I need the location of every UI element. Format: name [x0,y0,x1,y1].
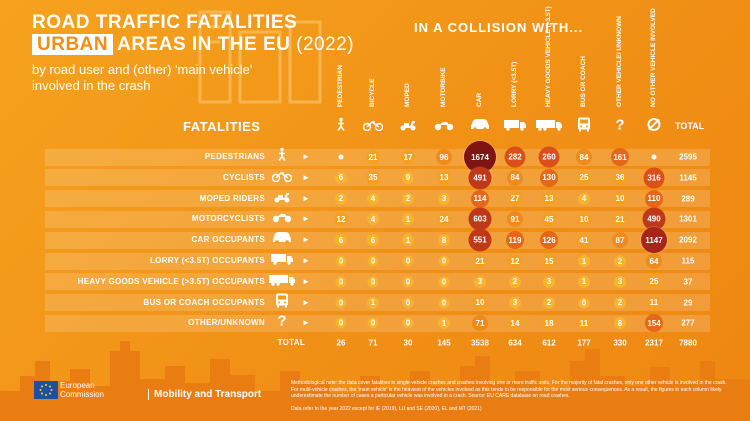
matrix-cell: 1 [367,297,379,309]
grand-total: 7880 [679,338,697,348]
hgv-icon [535,118,563,136]
matrix-cell: 0 [403,276,414,287]
matrix-cell: 2 [402,193,414,205]
row-total: 1301 [679,214,697,224]
matrix-cell: 24 [437,212,451,226]
methodological-note: Methodological note: the data cover fatalities in single-vehicle crashes and crashes involving one or more traffic units. For the majority of fatal crashes, only one other vehicle is involved in the crash. For multi-vehicle crashes, the 'main vehicle' is the heaviest of the vehicles involved as this tends to be responsible for the most serious consequences. As a result, the figures in each column likely underestimate the number of cases a particular vehicle was involved in a crash. Source: EU CARE database on road crashes. [291,380,727,399]
matrix-cell: 12 [334,212,348,226]
matrix-cell: 64 [646,253,662,269]
row-label: MOPED RIDERS [199,193,265,203]
row-total: 1145 [679,173,697,183]
fatalities-heading: FATALITIES [183,119,261,134]
matrix-cell: 96 [436,149,452,165]
matrix-cell: 25 [577,171,591,185]
column-total: 2317 [645,338,663,348]
matrix-cell: 35 [366,171,380,185]
title-urban: URBAN [32,34,113,55]
matrix-cell: 17 [401,150,415,164]
matrix-cell: 2 [335,193,347,205]
column-header-4: CAR [476,92,483,107]
matrix-cell: 21 [613,212,627,226]
matrix-cell: 490 [643,208,666,231]
matrix-cell: 6 [335,172,347,184]
matrix-cell: 41 [577,233,591,247]
bus-icon [274,292,290,313]
matrix-cell: 0 [439,297,450,308]
bus-icon [576,117,592,138]
motorbike-icon [272,210,292,228]
row-arrow-icon: ► [302,256,310,265]
matrix-cell: 1674 [464,141,496,173]
column-total: 26 [336,338,346,348]
matrix-cell: 12 [508,254,522,268]
matrix-cell: 0 [579,297,590,308]
matrix-cell: 282 [505,147,526,168]
row-arrow-icon: ► [302,172,310,182]
title-line1: ROAD TRAFFIC FATALITIES [32,12,298,33]
matrix-cell: 84 [576,149,592,165]
matrix-cell: 1 [402,213,414,225]
matrix-cell: 1 [402,234,414,246]
matrix-cell: 161 [611,148,629,166]
european-commission-logo [60,381,104,399]
row-total: 277 [681,318,695,328]
matrix-cell: 3 [509,297,521,309]
question-icon [276,313,288,334]
motorbike-icon [434,118,454,136]
matrix-cell: 0 [439,256,450,267]
data-years-note: Data refer to the year 2022 except for IE (2019), LU and SE (2020), EL and MT (2021) [291,406,482,412]
pedestrian-icon [335,118,347,137]
matrix-cell: 0 [368,318,379,329]
svg-text:?: ? [615,116,625,133]
matrix-cell: 0 [439,276,450,287]
car-icon [469,118,491,136]
row-label: PEDESTRIANS [204,152,265,161]
matrix-cell: 260 [539,147,560,168]
matrix-cell: 18 [542,316,556,330]
dg-name: Mobility and Transport [148,389,261,400]
matrix-cell: 6 [367,234,379,246]
matrix-cell: 11 [577,316,591,330]
matrix-cell: 0 [336,318,347,329]
matrix-cell: 21 [366,150,380,164]
matrix-cell: 110 [645,190,663,208]
matrix-cell: 3 [474,276,486,288]
matrix-cell: 36 [613,171,627,185]
matrix-cell: 84 [507,170,523,186]
matrix-cell: 45 [542,212,556,226]
collision-heading: IN A COLLISION WITH... [414,20,584,35]
column-total: 330 [613,338,627,348]
row-total: 2595 [679,152,697,162]
matrix-cell: 1 [438,317,450,329]
row-total: 37 [683,277,693,287]
row-arrow-icon: ► [302,318,310,328]
row-arrow-icon: ► [302,276,310,286]
matrix-cell: 15 [542,254,556,268]
row-arrow-icon: ► [302,214,310,224]
column-total: 145 [437,338,451,348]
matrix-cell: 2 [614,297,626,309]
row-arrow-icon: ► [302,235,310,245]
matrix-cell: 3 [438,193,450,205]
none-icon [646,117,662,138]
matrix-cell: 9 [402,172,414,184]
total-heading: TOTAL [675,121,705,131]
total-row-label: TOTAL [277,338,305,347]
column-total: 177 [577,338,591,348]
row-label: BUS OR COACH OCCUPANTS [143,297,265,307]
matrix-cell: 10 [613,192,627,206]
column-header-1: BICYCLE [369,78,376,107]
matrix-cell: 6 [335,234,347,246]
row-arrow-icon: ► [302,152,310,161]
matrix-cell: 114 [471,190,489,208]
column-header-2: MOPED [404,83,411,107]
matrix-cell: 1 [578,276,590,288]
question-icon [614,117,626,138]
matrix-cell [339,155,344,160]
column-total: 634 [508,338,522,348]
matrix-cell: 0 [336,256,347,267]
matrix-cell: 4 [578,193,590,205]
matrix-cell: 1147 [641,227,667,253]
row-total: 2092 [679,235,697,245]
matrix-cell: 2 [509,276,521,288]
matrix-cell: 603 [469,208,492,231]
matrix-cell: 8 [438,234,450,246]
svg-text:?: ? [277,312,287,329]
row-label: OTHER/UNKNOWN [188,318,265,328]
matrix-cell: 1 [578,255,590,267]
matrix-cell [652,155,657,160]
column-header-6: HEAVY GOODS VEHICLE (>3.5T) [545,6,552,107]
matrix-cell: 316 [644,167,665,188]
matrix-cell: 130 [540,169,558,187]
column-header-5: LORRY (<3.5T) [511,61,518,107]
moped-icon [399,118,417,136]
row-arrow-icon: ► [302,193,310,203]
matrix-cell: 491 [469,166,492,189]
column-total: 612 [542,338,556,348]
row-arrow-icon: ► [302,297,310,307]
title-year: (2022) [296,34,355,55]
matrix-cell: 4 [367,193,379,205]
matrix-cell: 4 [367,213,379,225]
car-icon [271,231,293,249]
matrix-cell: 13 [437,171,451,185]
chart-title [32,12,354,56]
chart-subtitle: by road user and (other) 'main vehicle' involved in the crash [32,62,253,93]
column-header-3: MOTORBIKE [440,67,447,107]
matrix-cell: 10 [473,296,487,310]
matrix-cell: 21 [473,254,487,268]
hgv-icon [268,273,296,291]
column-header-9: NO OTHER VEHICLE INVOLVED [650,8,657,107]
matrix-cell: 14 [508,316,522,330]
matrix-cell: 0 [403,318,414,329]
matrix-cell: 0 [336,276,347,287]
row-label: CAR OCCUPANTS [191,235,265,245]
matrix-cell: 0 [403,297,414,308]
column-total: 71 [368,338,378,348]
matrix-cell: 551 [469,229,492,252]
row-label: LORRY (<3.5T) OCCUPANTS [150,256,265,265]
matrix-cell: 11 [647,296,661,310]
matrix-cell: 3 [543,276,555,288]
matrix-cell: 2 [614,255,626,267]
title-line2: AREAS IN THE EU [117,34,291,55]
matrix-cell: 0 [336,297,347,308]
matrix-cell: 119 [506,231,524,249]
matrix-cell: 0 [403,256,414,267]
moped-icon [273,190,291,208]
matrix-cell: 3 [614,276,626,288]
column-header-0: PEDESTRIAN [337,65,344,107]
row-total: 289 [681,194,695,204]
column-header-8: OTHER VEHICLE/ UNKNOWN [616,16,623,107]
column-header-7: BUS OR COACH [580,56,587,107]
matrix-cell: 0 [368,276,379,287]
matrix-cell: 91 [507,211,523,227]
matrix-cell: 71 [472,315,488,331]
matrix-cell: 126 [540,231,558,249]
lorry-icon [270,252,294,270]
column-total: 3538 [471,338,489,348]
row-label: MOTORCYCLISTS [191,214,265,224]
ec-line2: Commission [60,390,105,399]
column-total: 30 [403,338,413,348]
row-total: 29 [683,298,693,308]
matrix-cell: 10 [577,212,591,226]
matrix-cell: 2 [543,297,555,309]
eu-flag-icon [34,381,58,399]
matrix-cell: 0 [368,256,379,267]
matrix-cell: 87 [612,232,628,248]
lorry-icon [503,118,527,136]
bicycle-icon [363,118,383,136]
matrix-cell: 154 [645,314,663,332]
matrix-cell: 13 [542,192,556,206]
row-label: HEAVY GOODS VEHICLE (>3.5T) OCCUPANTS [77,276,265,286]
row-total: 115 [681,256,695,266]
ec-line1: European [60,381,95,390]
row-label: CYCLISTS [223,172,265,182]
pedestrian-icon [276,148,288,167]
matrix-cell: 25 [647,275,661,289]
matrix-cell: 27 [508,192,522,206]
matrix-cell: 8 [614,317,626,329]
bicycle-icon [272,169,292,187]
